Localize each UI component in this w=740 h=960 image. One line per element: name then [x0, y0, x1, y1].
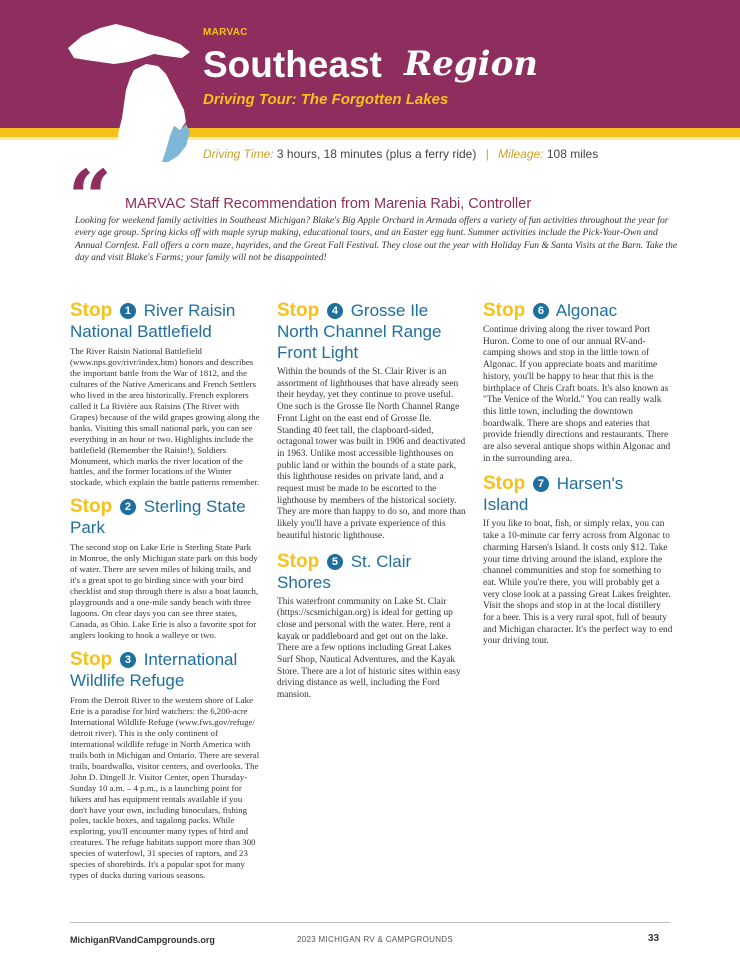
stop-name: International Wildlife Refuge: [70, 649, 238, 690]
stop-label: Stop: [483, 473, 526, 495]
stop-1-body: The River Raisin National Battlefield (www.nps.gov/rivr/index.htm) honors and describes the important battle from the War of 1812, and the cultures of the Native Americans and French Settlers who lived in the area historically. French explorers called it La Rivière aux Raisins (The River with Grapes) because of the wild grapes growing along the banks. Visiting this small national park, you can see everything in an hour or two. Highlights include the battlefield (Remember the Raisin!), Soldiers Monument, which marks the river location of the battles, and the former locations of the Winter stockade, which explain the battle patterns remember.: [70, 346, 260, 488]
stop-name: Sterling State Park: [70, 497, 246, 538]
stop-6-heading: [483, 300, 673, 321]
stop-number-badge: 7: [533, 476, 549, 492]
stop-3-heading: [70, 649, 260, 691]
stop-5-body: This waterfront community on Lake St. Clair (https://scsmichigan.org) is ideal for getting up close and personal with the water. Here, rent a kayak or paddleboard and get out on the lake. There are a few options including Great Lakes Surf Shop, Nautical Adventures, and the Kayak Store. There are a lot of historic sites within easy driving distance as well, including the Ford mansion.: [277, 596, 461, 701]
footer-publication: 2023 MICHIGAN RV & CAMPGROUNDS: [297, 935, 453, 944]
stop-number-badge: 6: [533, 303, 549, 319]
page-title: Southeast: [203, 44, 382, 85]
stop-7-body: If you like to boat, fish, or simply relax, you can take a 10-minute car ferry across from Algonac to charming Harsen's Island. It costs only $12. Take your time driving around the island, explore the channel communities and stop for something to eat. While you're there, you will probably get a very close look at a passing Great Lakes freighter. Visit the shops and stop in at the local distillery for a beer. This is a very rural spot, full of beauty and Michigan character. It's the perfect way to end your driving tour.: [483, 519, 673, 647]
recommendation-body: Looking for weekend family activities in Southeast Michigan? Blake's Big Apple Orchard in Armada offers a variety of fun activities throughout the year for every age group. Spring kicks off with maple syrup making, educational tours, and an Easter egg hunt. Summer activities include the Pick-Your-Own and Annual Cornfest. Fall offers a corn maze, hayrides, and the Great Fall Festival. They close out the year with Holiday Fun & Santa Visits at the Barn. Take the day and visit Blake's Farms; your family will not be disappointed!: [75, 216, 678, 264]
driving-time-label: Driving Time:: [203, 147, 274, 161]
stop-2-heading: [70, 496, 260, 538]
header-eyebrow: MARVAC: [203, 27, 248, 38]
recommendation-title: MARVAC Staff Recommendation from Marenia Rabi, Controller: [125, 196, 532, 212]
stop-number-badge: 5: [327, 554, 343, 570]
footer-website: MichiganRVandCampgrounds.org: [70, 935, 215, 945]
trip-info: [203, 147, 598, 161]
stop-label: Stop: [70, 648, 113, 670]
stop-number-badge: 3: [120, 652, 136, 668]
stop-name: St. Clair Shores: [277, 551, 412, 592]
stop-4-heading: [277, 300, 467, 363]
upper-peninsula-shape: [68, 24, 190, 64]
quote-icon: “: [68, 153, 112, 242]
trip-info-separator: |: [485, 147, 489, 161]
stop-name: Harsen's Island: [483, 474, 624, 515]
stop-label: Stop: [483, 300, 526, 321]
stop-name: Grosse Ile North Channel Range Front Light: [277, 301, 442, 362]
mileage-value: 108 miles: [546, 147, 599, 161]
stop-name: Algonac: [555, 301, 618, 320]
stop-4-body: Within the bounds of the St. Clair River is an assortment of lighthouses that have already seen their heyday, yet they continue to prove useful. One such is the Grosse Ile North Channel Range Front Light on the east end of Grosse Ile. Standing 40 feet tall, the clapboard-sided, octagonal tower was built in 1906 and deactivated in 1963. Unlike most accessible lighthouses on public land or within the bounds of a state park, this lighthouse resides on private land, and a request must be made to be escorted to the lighthouse by members of the historical society. They are more than happy to do so, and more than likely you'll have a private experience of this beautiful historic lighthouse.: [277, 367, 466, 541]
footer-divider: [70, 922, 670, 923]
stop-6-body: Continue driving along the river toward Port Huron. Come to one of our annual RV-and-camping shows and stop in the little town of Algonac. If you appreciate boats and maritime history, you'll be happy to hear that this is the birthplace of Chris Craft boats. It's also known as "The Venice of the World." You can really walk this little town, including the downtown boardwalk. There are shops and eateries that provide friendly directions and restaurants. There are also several antique shops within Algonac and in the surrounding area.: [483, 325, 671, 464]
driving-time-value: 3 hours, 18 minutes (plus a ferry ride): [276, 147, 477, 161]
stop-7-heading: [483, 473, 673, 515]
page-title-script: Region: [404, 44, 538, 84]
column-2: [277, 298, 467, 710]
stop-label: Stop: [277, 300, 320, 321]
stop-2-body: The second stop on Lake Erie is Sterling State Park in Monroe, the only Michigan state park on this body of water. There are seven miles of hiking trails, and it's a great spot to go birding since with your bird checklist and stop through there is also a boat launch, playgrounds and a one-mile sandy beach with three lagoons. On clear days you can see three states, Canada, as Ohio. Lake Erie is also a favorite spot for anglers looking to hook a walleye or two.: [70, 542, 259, 641]
michigan-map-icon: [62, 14, 202, 164]
stop-number-badge: 1: [120, 303, 136, 319]
column-3: [483, 298, 673, 656]
page-subtitle: Driving Tour: The Forgotten Lakes: [203, 91, 449, 108]
stop-number-badge: 2: [120, 499, 136, 515]
stop-number-badge: 4: [327, 303, 343, 319]
column-1: [70, 298, 260, 889]
stop-5-heading: [277, 551, 467, 593]
mileage-label: Mileage:: [498, 147, 544, 161]
stop-label: Stop: [70, 496, 113, 518]
stop-3-body: From the Detroit River to the western shore of Lake Erie is a paradise for bird watchers: the 6,200-acre International Wildlife Refuge (www.fws.gov/refuge/ detroit river). This is the only continent of international wildlife refuge in North America with trails both in Michigan and Ontario. There are several trails, boardwalks, visitor centers, and overlooks. The John D. Dingell Jr. Visitor Center, open Thursday-Sunday 10 a.m. – 4 p.m., is a launching point for hikers and has equipment rentals available if you don't have your own, including binoculars, fishing poles, tackle boxes, and tagalong packs. While exploring, you'll encounter many types of bird and creatures. The refuge habitats support more than 300 species of waterfowl, 31 species of raptors, and 23 species of shorebirds. It's a popular spot for many types of ducks during various seasons.: [70, 694, 260, 881]
stop-label: Stop: [70, 300, 113, 321]
page-number: 33: [648, 933, 660, 944]
stop-1-heading: [70, 300, 260, 342]
stop-label: Stop: [277, 550, 320, 572]
stop-name: River Raisin National Battlefield: [70, 301, 236, 341]
